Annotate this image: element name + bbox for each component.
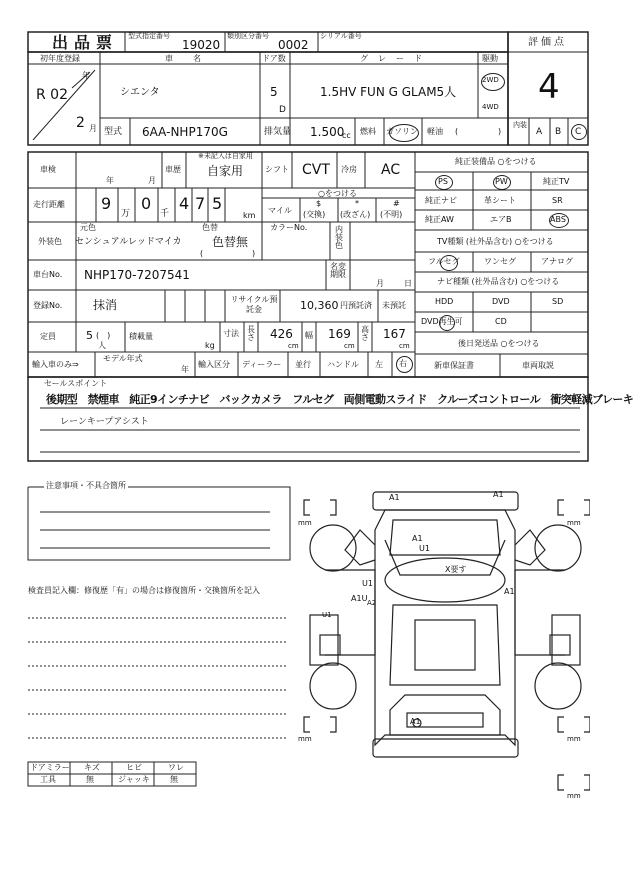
load-kg: kg bbox=[205, 341, 215, 350]
chassis-label: 車台No. bbox=[33, 270, 63, 279]
car-name-label: 車名 bbox=[165, 54, 221, 63]
import-dealer: ディーラー bbox=[242, 360, 282, 369]
equip-aw: 純正AW bbox=[425, 215, 454, 224]
mileage-man: 万 bbox=[121, 209, 131, 219]
keiyu-bracket: ( bbox=[455, 127, 459, 136]
mileage-digit-5: 5 bbox=[212, 194, 223, 213]
handle-right: 右 bbox=[399, 359, 407, 368]
recycle-unpaid: 未預託 bbox=[382, 301, 406, 310]
interior-b: B bbox=[555, 127, 562, 137]
fuel-value: ガソリン bbox=[386, 127, 418, 136]
drive-2wd: 2WD bbox=[482, 76, 499, 84]
grade-value: 4 bbox=[538, 67, 560, 107]
mileage-digit-1: 9 bbox=[101, 194, 112, 213]
navi-sd: SD bbox=[552, 297, 564, 306]
equip-airbag: エアB bbox=[490, 215, 512, 224]
iro-label: 色替 bbox=[202, 223, 218, 232]
shift-label: シフト bbox=[265, 165, 289, 174]
sales-line-2: レーンキープアシスト bbox=[60, 417, 149, 427]
shaken-label: 車検 bbox=[40, 165, 56, 174]
hgt-label: 高さ bbox=[361, 325, 369, 342]
ruibetsu-label: 類別区分番号 bbox=[227, 32, 269, 40]
mileage-opt-1b: (交換) bbox=[303, 210, 326, 219]
mileage-opt-3: # bbox=[393, 199, 400, 208]
car-name: シエンタ bbox=[120, 87, 160, 98]
ruibetsu-value: 0002 bbox=[278, 38, 309, 52]
mm-fl: mm bbox=[298, 519, 312, 527]
tv-analog: アナログ bbox=[541, 257, 573, 266]
handle-label: ハンドル bbox=[327, 360, 359, 369]
first-reg-month: 2 bbox=[76, 115, 85, 131]
mark-body-a2: A2 bbox=[367, 599, 377, 607]
tv-title: TV種類 (社外品含む) ○をつける bbox=[437, 237, 554, 246]
sales-label: セールスポイント bbox=[44, 379, 108, 388]
meihen-label: 名変期限 bbox=[330, 262, 346, 279]
mileage-digit-2: 0 bbox=[141, 194, 152, 213]
ac-label: 冷房 bbox=[341, 165, 357, 174]
recycle-label: リサイクル預託金 bbox=[230, 295, 278, 314]
mileage-opt-1: $ bbox=[316, 199, 322, 208]
form-title: 出品票 bbox=[52, 33, 119, 52]
handle-left: 左 bbox=[375, 360, 383, 369]
shiki-value: 19020 bbox=[182, 38, 221, 52]
meihen-tsuki: 月 bbox=[376, 279, 384, 288]
bt-header-4: ワレ bbox=[168, 763, 184, 772]
wid-label: 幅 bbox=[305, 331, 313, 340]
shaken-tsuki: 月 bbox=[148, 176, 156, 185]
reg-label: 登録No. bbox=[33, 301, 63, 310]
load-label: 積載量 bbox=[129, 332, 153, 341]
wid-value: 169 bbox=[328, 327, 351, 341]
inspector-note: 検査員記入欄：修復歴「有」の場合は修復箇所・交換箇所を記入 bbox=[28, 586, 260, 595]
mark-hood-a1: A1 bbox=[412, 534, 423, 543]
tv-fullseg: フルセグ bbox=[428, 257, 460, 266]
iro-value: 色替無 bbox=[212, 235, 249, 249]
month-unit: 月 bbox=[89, 124, 97, 133]
hgt-value: 167 bbox=[383, 327, 406, 341]
iro-bracket: ( bbox=[200, 249, 204, 258]
later-title: 後日発送品 ○をつける bbox=[458, 339, 540, 348]
notes-title: 注意事項・不具合箇所 bbox=[46, 481, 126, 490]
disp-value: 1.500 bbox=[310, 125, 345, 139]
recycle-unit: 円預託済 bbox=[340, 301, 372, 310]
history-note: ※未記入は自家用 bbox=[198, 152, 253, 160]
mm-spare: mm bbox=[567, 792, 581, 800]
bt-header-1: ドアミラー bbox=[30, 763, 70, 772]
mileage-label: 走行距離 bbox=[33, 200, 65, 209]
navi-hdd: HDD bbox=[435, 297, 454, 306]
hgt-cm: cm bbox=[399, 342, 410, 350]
mileage-opt-3b: (不明) bbox=[380, 210, 403, 219]
equip-sr: SR bbox=[552, 196, 563, 205]
disp-label: 排気量 bbox=[264, 127, 292, 137]
bt-value-1: 工具 bbox=[40, 775, 56, 784]
year-unit: 年 bbox=[82, 71, 90, 80]
mileage-digit-3: 4 bbox=[179, 194, 190, 213]
mark-rear-a1: A1 bbox=[410, 717, 421, 726]
equip-leather: 革シート bbox=[484, 196, 516, 205]
door-type: D bbox=[279, 105, 286, 115]
len-label: 長さ bbox=[247, 325, 255, 342]
meihen-hi: 日 bbox=[404, 279, 412, 288]
import-heikou: 並行 bbox=[295, 360, 311, 369]
moto-label: 元色 bbox=[80, 223, 96, 232]
serial-label: シリアル番号 bbox=[320, 32, 362, 40]
grade-label: グレード bbox=[360, 54, 432, 63]
door-label: ドア数 bbox=[262, 54, 286, 63]
navi-dvd: DVD bbox=[492, 297, 510, 306]
drive-4wd: 4WD bbox=[482, 103, 499, 111]
len-value: 426 bbox=[270, 327, 293, 341]
sales-line-1: 後期型 禁煙車 純正9インチナビ バックカメラ フルセグ 両側電動スライド クルーズコントロール 衝突軽減ブレーキ bbox=[46, 393, 634, 406]
equip-abs: ABS bbox=[550, 215, 566, 224]
model-label: 型式 bbox=[104, 127, 123, 137]
bt-value-2: 無 bbox=[86, 775, 94, 784]
equip-title: 純正装備品 ○をつける bbox=[455, 157, 537, 166]
import-label: 輸入車のみ⇒ bbox=[32, 360, 79, 369]
model-year-nen: 年 bbox=[181, 365, 189, 374]
mileage-sen: 千 bbox=[160, 209, 170, 219]
bt-header-2: キズ bbox=[84, 763, 100, 772]
mileage-circle-note: ○をつける bbox=[318, 189, 357, 198]
mark-body-a1u: A1U bbox=[351, 594, 368, 603]
mark-body-u1b: U1 bbox=[322, 611, 332, 619]
mark-right-a1: A1 bbox=[504, 587, 515, 596]
equip-ps: PS bbox=[438, 177, 448, 186]
sun-label: 寸法 bbox=[223, 329, 239, 338]
shiki-label: 型式指定番号 bbox=[128, 32, 170, 40]
iro-bracket-close: ) bbox=[252, 249, 256, 258]
bt-value-3: ジャッキ bbox=[118, 775, 150, 784]
car-damage-diagram bbox=[290, 485, 590, 805]
chassis-value: NHP170-7207541 bbox=[84, 268, 190, 282]
model-year-label: モデル年式 bbox=[103, 354, 143, 363]
moto-value: センシュアルレッドマイカ bbox=[75, 237, 182, 247]
navi-title: ナビ種類 (社外品含む) ○をつける bbox=[437, 277, 560, 286]
disp-unit: cc bbox=[342, 131, 351, 140]
interior-c: C bbox=[575, 127, 582, 137]
later-manual: 車両取説 bbox=[522, 361, 554, 370]
bt-value-4: 無 bbox=[170, 775, 178, 784]
mm-fr: mm bbox=[567, 519, 581, 527]
recycle-value: 10,360 bbox=[300, 299, 339, 312]
wid-cm: cm bbox=[344, 342, 355, 350]
len-cm: cm bbox=[288, 342, 299, 350]
first-reg-era: R 02 bbox=[36, 87, 68, 103]
bt-header-3: ヒビ bbox=[126, 763, 142, 772]
navi-cd: CD bbox=[495, 317, 507, 326]
grade-box-label: 評価点 bbox=[528, 37, 567, 48]
mark-front-a1-right: A1 bbox=[493, 490, 504, 499]
mm-rr: mm bbox=[567, 735, 581, 743]
first-reg-label: 初年度登録 bbox=[40, 54, 80, 63]
history-value: 自家用 bbox=[207, 164, 244, 178]
navi-dvd-play: DVD再生可 bbox=[421, 317, 463, 326]
interior-a: A bbox=[536, 127, 543, 137]
drive-label: 駆動 bbox=[482, 54, 498, 63]
equip-tv: 純正TV bbox=[543, 177, 570, 186]
keiyu-label: 軽油 bbox=[427, 127, 443, 136]
kubun-label: 輸入区分 bbox=[198, 360, 230, 369]
capacity-person: 人 bbox=[98, 341, 106, 350]
keiyu-bracket-close: ) bbox=[498, 127, 502, 136]
capacity-label: 定員 bbox=[40, 332, 56, 341]
equip-navi: 純正ナビ bbox=[425, 196, 457, 205]
interior-label: 内装 bbox=[513, 121, 527, 129]
reg-value: 抹消 bbox=[93, 298, 118, 312]
capacity-bracket: ( ) bbox=[96, 331, 111, 340]
naisou-label: 内装色 bbox=[335, 225, 343, 250]
mileage-mile: マイル bbox=[268, 206, 292, 215]
history-label: 車歴 bbox=[165, 165, 181, 174]
mileage-km: km bbox=[243, 211, 256, 220]
colorno-label: カラーNo. bbox=[270, 223, 308, 232]
mark-body-u1: U1 bbox=[362, 579, 373, 588]
mileage-opt-2: * bbox=[355, 199, 359, 208]
color-label: 外装色 bbox=[38, 237, 62, 246]
equip-pw: PW bbox=[495, 177, 508, 186]
later-warranty: 新車保証書 bbox=[434, 361, 474, 370]
capacity-value: 5 bbox=[86, 329, 93, 342]
fuel-label: 燃料 bbox=[360, 127, 376, 136]
shaken-nen: 年 bbox=[106, 176, 114, 185]
tv-oneseg: ワンセグ bbox=[484, 257, 516, 266]
mark-hood-u1: U1 bbox=[419, 544, 430, 553]
mileage-digit-4: 7 bbox=[195, 194, 206, 213]
mm-rl: mm bbox=[298, 735, 312, 743]
door-count: 5 bbox=[270, 85, 278, 99]
mark-front-a1-left: A1 bbox=[389, 493, 400, 502]
shift-value: CVT bbox=[302, 162, 330, 178]
mileage-opt-2b: (改ざん) bbox=[340, 210, 371, 219]
mark-x-note: X要す bbox=[445, 565, 467, 574]
grade-name: 1.5HV FUN G GLAM5人 bbox=[320, 85, 457, 99]
ac-value: AC bbox=[381, 162, 401, 178]
model-value: 6AA-NHP170G bbox=[142, 125, 228, 139]
